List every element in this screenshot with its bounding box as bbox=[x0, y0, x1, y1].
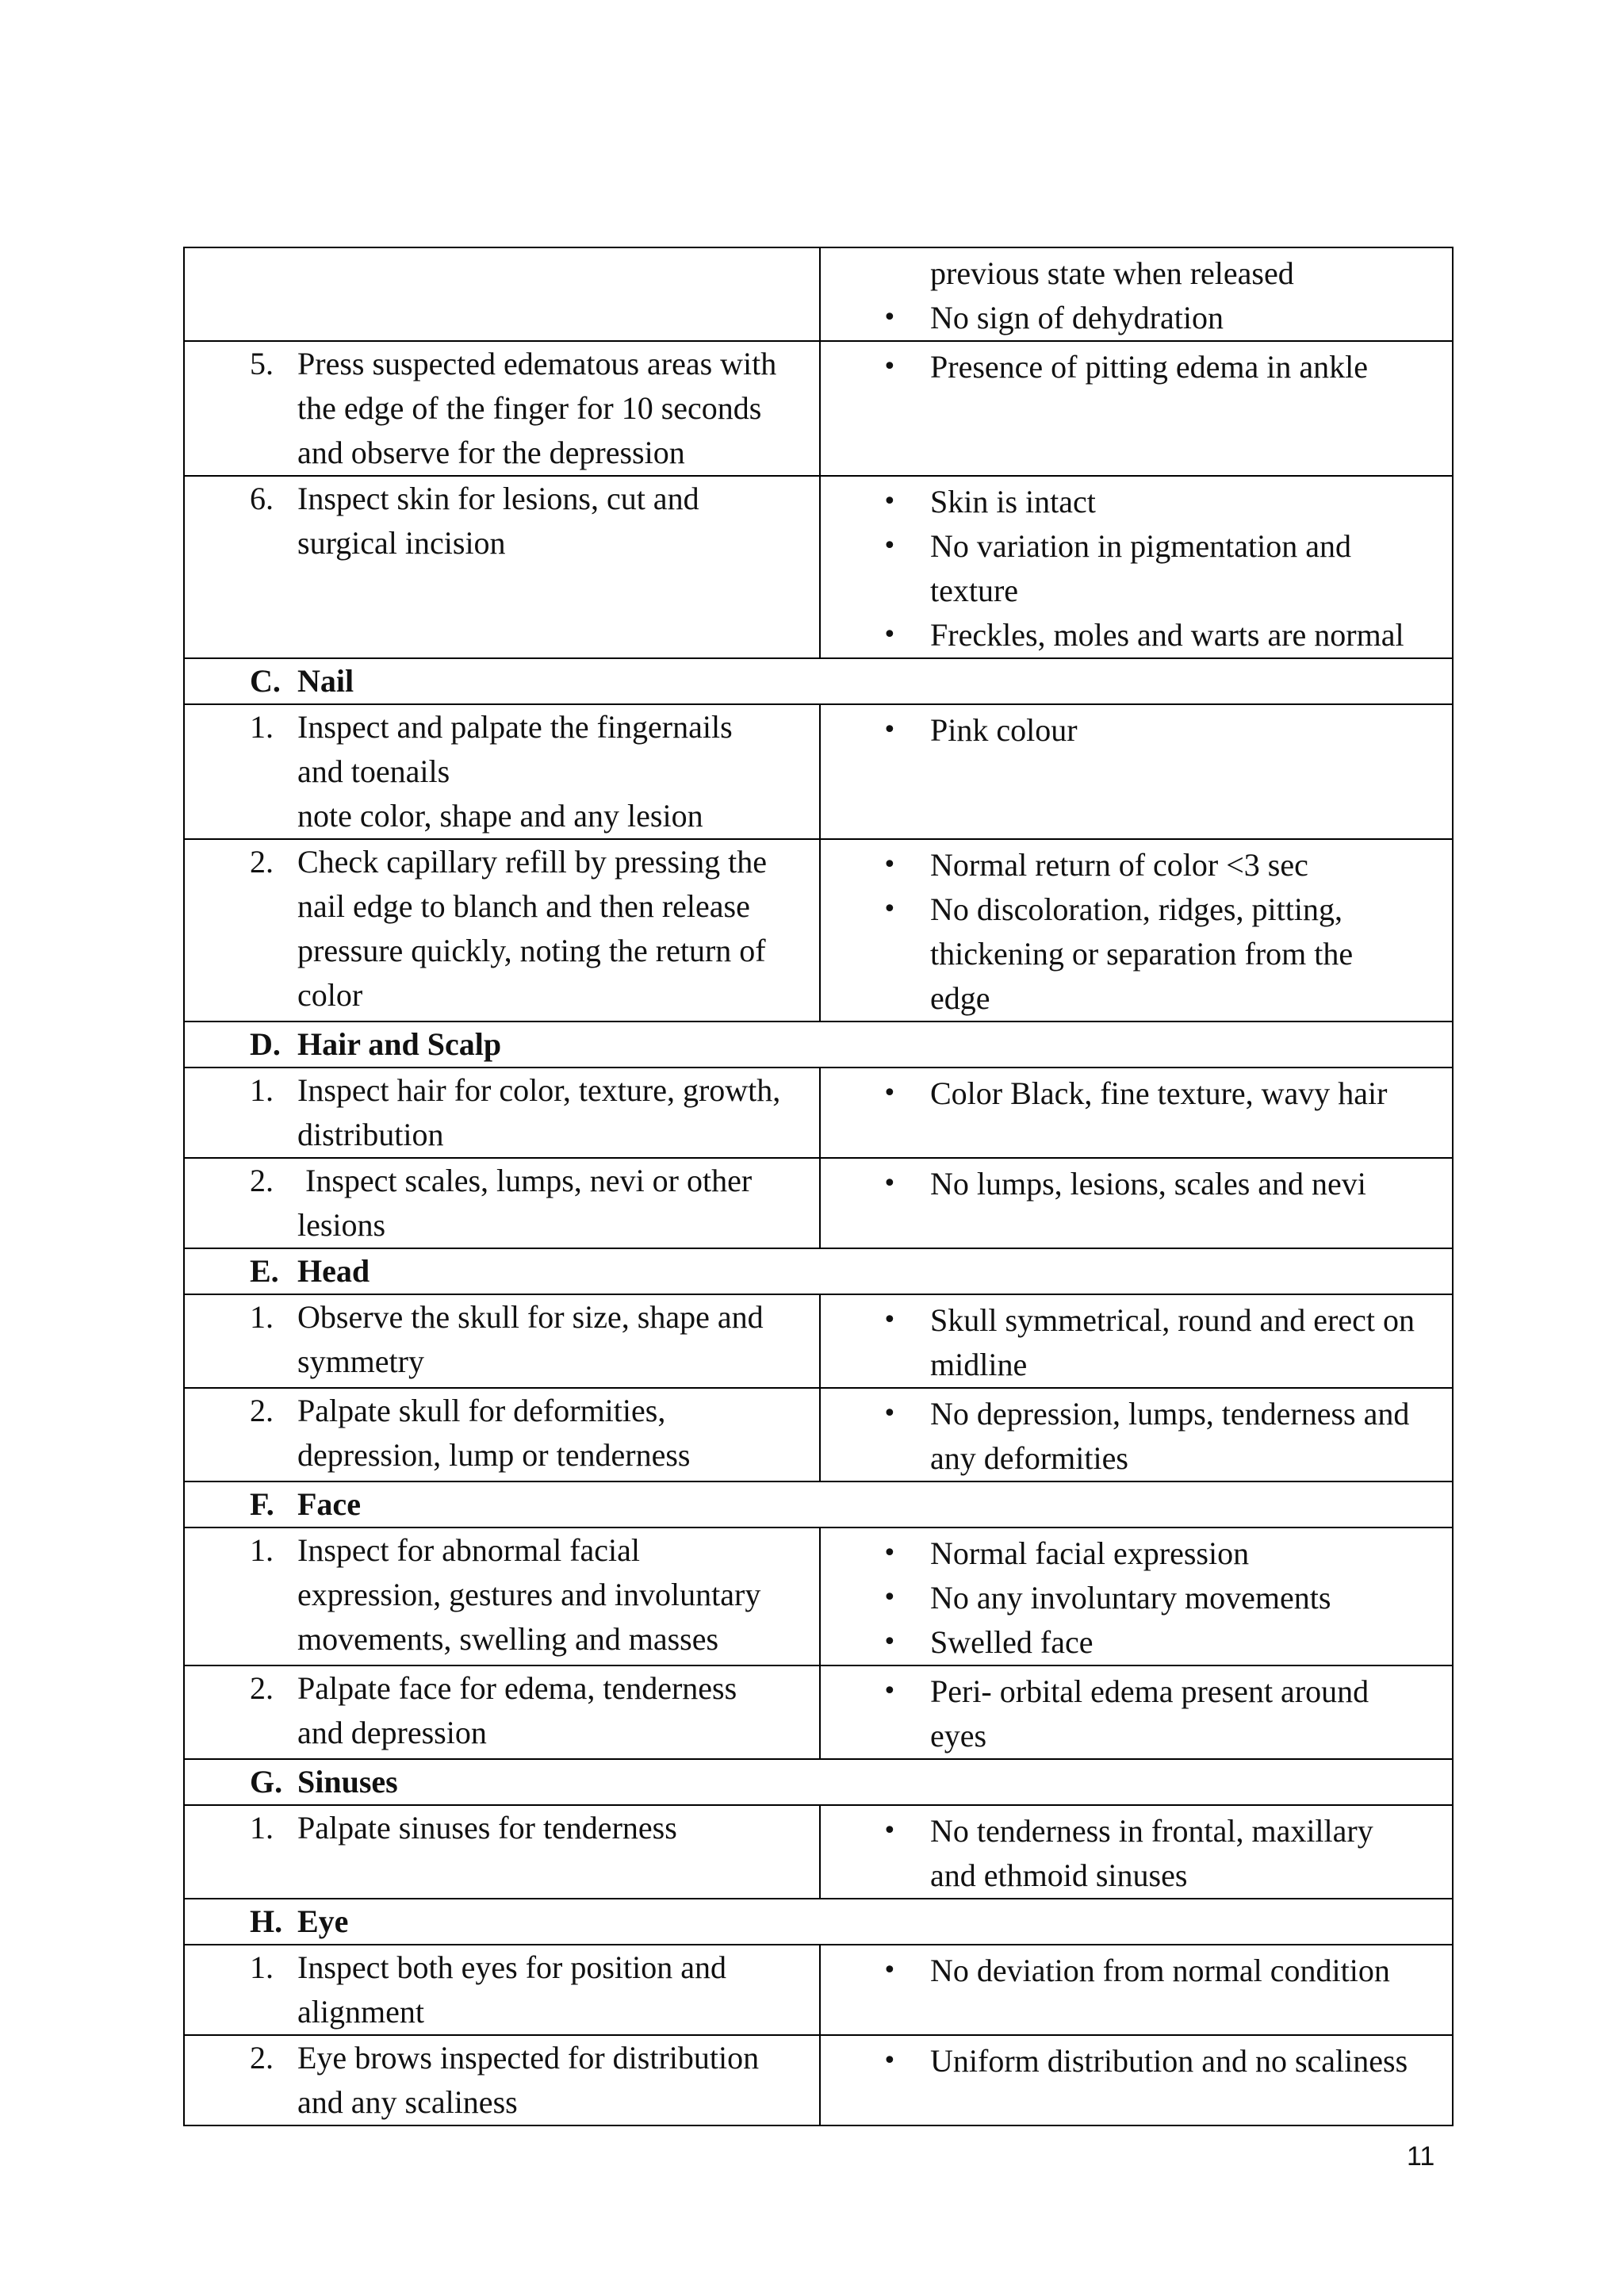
findings-cell bbox=[820, 2035, 1453, 2125]
findings-cell bbox=[820, 1294, 1453, 1388]
section-heading-cell bbox=[184, 1759, 1453, 1805]
procedure-step bbox=[185, 1806, 819, 1850]
table-row bbox=[184, 247, 1453, 341]
table-row bbox=[184, 1388, 1453, 1481]
finding-item bbox=[883, 1298, 1439, 1387]
procedure-cell bbox=[184, 476, 820, 658]
findings-list bbox=[821, 342, 1452, 389]
procedure-text bbox=[297, 1945, 803, 2034]
procedure-line: symmetry bbox=[297, 1343, 424, 1379]
findings-cell bbox=[820, 1158, 1453, 1248]
procedure-line: note color, shape and any lesion bbox=[297, 798, 703, 834]
finding-line: previous state when released bbox=[930, 255, 1294, 291]
table-row bbox=[184, 1527, 1453, 1665]
section-heading bbox=[185, 1482, 1452, 1527]
step-number: 1. bbox=[250, 1949, 274, 1985]
procedure-line: surgical incision bbox=[297, 525, 506, 561]
section-heading bbox=[185, 1249, 1452, 1294]
findings-cell bbox=[820, 1665, 1453, 1759]
finding-line: • No lumps, lesions, scales and nevi bbox=[930, 1166, 1366, 1202]
findings-cell bbox=[820, 341, 1453, 476]
finding-line: • No sign of dehydration bbox=[930, 300, 1224, 335]
finding-item bbox=[883, 2039, 1439, 2083]
finding-line: midline bbox=[930, 1347, 1028, 1382]
procedure-cell bbox=[184, 2035, 820, 2125]
section-heading-cell bbox=[184, 1248, 1453, 1294]
procedure-cell bbox=[184, 704, 820, 839]
step-number: 2. bbox=[250, 844, 274, 880]
procedure-text bbox=[297, 1068, 803, 1157]
procedure-text bbox=[297, 2036, 803, 2125]
section-title: Face bbox=[297, 1486, 361, 1522]
table-row bbox=[184, 839, 1453, 1022]
finding-line: • No tenderness in frontal, maxillary bbox=[930, 1813, 1373, 1849]
section-heading-row bbox=[184, 1759, 1453, 1805]
finding-item bbox=[883, 1949, 1439, 1993]
procedure-step bbox=[185, 1528, 819, 1662]
finding-item bbox=[883, 613, 1439, 657]
finding-line: • Normal return of color <3 sec bbox=[930, 847, 1308, 883]
procedure-cell bbox=[184, 1805, 820, 1899]
procedure-line: Inspect hair for color, texture, growth, bbox=[297, 1072, 781, 1108]
finding-item bbox=[883, 1531, 1439, 1576]
procedure-line: color bbox=[297, 977, 363, 1013]
procedure-line: distribution bbox=[297, 1117, 444, 1152]
step-number: 1. bbox=[250, 1810, 274, 1846]
procedure-text bbox=[297, 1806, 803, 1850]
procedure-line: and any scaliness bbox=[297, 2084, 518, 2120]
finding-line: • No deviation from normal condition bbox=[930, 1953, 1390, 1988]
procedure-text bbox=[297, 1528, 803, 1662]
section-heading-cell bbox=[184, 1899, 1453, 1945]
finding-item bbox=[883, 1620, 1439, 1665]
finding-item bbox=[883, 480, 1439, 524]
finding-item bbox=[883, 1669, 1439, 1758]
step-number: 1. bbox=[250, 1299, 274, 1335]
step-number: 2. bbox=[250, 1163, 274, 1198]
finding-item bbox=[883, 345, 1439, 389]
procedure-step bbox=[185, 1159, 819, 1248]
table-row bbox=[184, 1945, 1453, 2035]
finding-line: thickening or separation from the bbox=[930, 936, 1354, 972]
procedure-line: and depression bbox=[297, 1715, 487, 1750]
section-heading bbox=[185, 1022, 1452, 1067]
findings-list bbox=[821, 1666, 1452, 1758]
procedure-line: Inspect scales, lumps, nevi or other bbox=[297, 1163, 753, 1198]
section-heading-row bbox=[184, 1899, 1453, 1945]
section-heading-cell bbox=[184, 1481, 1453, 1527]
procedure-cell bbox=[184, 247, 820, 341]
findings-list bbox=[821, 1528, 1452, 1665]
section-letter: C. bbox=[250, 663, 281, 699]
step-number: 5. bbox=[250, 346, 274, 381]
findings-cell bbox=[820, 1945, 1453, 2035]
step-number: 1. bbox=[250, 1532, 274, 1568]
finding-item bbox=[883, 296, 1439, 340]
procedure-text bbox=[297, 1389, 803, 1478]
table-row bbox=[184, 1665, 1453, 1759]
section-letter: E. bbox=[250, 1253, 279, 1289]
section-heading-row bbox=[184, 658, 1453, 704]
section-title: Head bbox=[297, 1253, 370, 1289]
procedure-cell bbox=[184, 1068, 820, 1158]
section-letter: H. bbox=[250, 1903, 283, 1939]
procedure-cell bbox=[184, 1294, 820, 1388]
table-row bbox=[184, 1068, 1453, 1158]
finding-line: • Skull symmetrical, round and erect on bbox=[930, 1302, 1415, 1338]
finding-line: • No any involuntary movements bbox=[930, 1580, 1331, 1616]
finding-item bbox=[883, 887, 1439, 1021]
procedure-line: Palpate sinuses for tenderness bbox=[297, 1810, 677, 1846]
procedure-step bbox=[185, 1295, 819, 1384]
procedure-cell bbox=[184, 341, 820, 476]
procedure-line: lesions bbox=[297, 1207, 386, 1243]
section-heading-row bbox=[184, 1481, 1453, 1527]
section-heading-cell bbox=[184, 1022, 1453, 1068]
assessment-table-body bbox=[184, 247, 1453, 2125]
section-heading bbox=[185, 659, 1452, 703]
section-letter: F. bbox=[250, 1486, 274, 1522]
findings-list bbox=[821, 477, 1452, 657]
step-number: 1. bbox=[250, 1072, 274, 1108]
finding-line: • Skin is intact bbox=[930, 484, 1096, 519]
finding-line: • Color Black, fine texture, wavy hair bbox=[930, 1075, 1388, 1111]
findings-cell bbox=[820, 247, 1453, 341]
finding-item bbox=[883, 843, 1439, 887]
procedure-cell bbox=[184, 1527, 820, 1665]
procedure-line: the edge of the finger for 10 seconds bbox=[297, 390, 762, 426]
finding-line: • Peri- orbital edema present around bbox=[930, 1673, 1369, 1709]
table-row bbox=[184, 1158, 1453, 1248]
procedure-step bbox=[185, 477, 819, 565]
section-title: Sinuses bbox=[297, 1764, 398, 1800]
finding-line: and ethmoid sinuses bbox=[930, 1857, 1188, 1893]
procedure-step bbox=[185, 342, 819, 475]
section-letter: D. bbox=[250, 1026, 281, 1062]
procedure-text bbox=[297, 342, 803, 475]
finding-line: • No depression, lumps, tenderness and bbox=[930, 1396, 1410, 1432]
procedure-line: Inspect both eyes for position and bbox=[297, 1949, 726, 1985]
findings-list bbox=[821, 1806, 1452, 1898]
procedure-line: Press suspected edematous areas with bbox=[297, 346, 777, 381]
procedure-line: Eye brows inspected for distribution bbox=[297, 2040, 760, 2076]
findings-list bbox=[821, 705, 1452, 753]
findings-cell bbox=[820, 1068, 1453, 1158]
section-heading-row bbox=[184, 1248, 1453, 1294]
procedure-text bbox=[297, 1159, 803, 1248]
step-number: 1. bbox=[250, 709, 274, 745]
findings-cell bbox=[820, 476, 1453, 658]
procedure-line: Observe the skull for size, shape and bbox=[297, 1299, 764, 1335]
finding-item bbox=[883, 708, 1439, 753]
finding-line: • No discoloration, ridges, pitting, bbox=[930, 891, 1342, 927]
section-title: Hair and Scalp bbox=[297, 1026, 502, 1062]
procedure-line: Palpate face for edema, tenderness bbox=[297, 1670, 737, 1706]
findings-list bbox=[821, 1159, 1452, 1206]
procedure-line: pressure quickly, noting the return of bbox=[297, 933, 766, 968]
procedure-line: and observe for the depression bbox=[297, 435, 685, 470]
procedure-cell bbox=[184, 1158, 820, 1248]
procedure-text bbox=[297, 840, 803, 1018]
finding-line: • Pink colour bbox=[930, 712, 1078, 748]
finding-line: • No variation in pigmentation and bbox=[930, 528, 1351, 564]
procedure-text bbox=[297, 1295, 803, 1384]
findings-list bbox=[821, 1068, 1452, 1116]
finding-line: • Freckles, moles and warts are normal bbox=[930, 617, 1404, 653]
procedure-line: Inspect for abnormal facial bbox=[297, 1532, 641, 1568]
finding-line: eyes bbox=[930, 1718, 987, 1754]
procedure-step bbox=[185, 1666, 819, 1755]
findings-list bbox=[821, 1389, 1452, 1481]
procedure-line: depression, lump or tenderness bbox=[297, 1437, 691, 1473]
section-title: Nail bbox=[297, 663, 354, 699]
procedure-line: Check capillary refill by pressing the bbox=[297, 844, 768, 880]
procedure-line: movements, swelling and masses bbox=[297, 1621, 719, 1657]
table-row bbox=[184, 1294, 1453, 1388]
findings-list bbox=[821, 2036, 1452, 2083]
procedure-line: expression, gestures and involuntary bbox=[297, 1577, 761, 1612]
procedure-text bbox=[297, 477, 803, 565]
procedure-line: alignment bbox=[297, 1994, 424, 2030]
section-title: Eye bbox=[297, 1903, 349, 1939]
procedure-step bbox=[185, 1068, 819, 1157]
finding-continuation bbox=[883, 251, 1439, 296]
finding-item bbox=[883, 1576, 1439, 1620]
procedure-cell bbox=[184, 1665, 820, 1759]
findings-cell bbox=[820, 704, 1453, 839]
finding-item bbox=[883, 1162, 1439, 1206]
findings-list bbox=[821, 248, 1452, 340]
findings-list bbox=[821, 1295, 1452, 1387]
finding-line: • Swelled face bbox=[930, 1624, 1094, 1660]
step-number: 6. bbox=[250, 481, 274, 516]
procedure-line: and toenails bbox=[297, 753, 450, 789]
procedure-step bbox=[185, 1945, 819, 2034]
section-heading bbox=[185, 1760, 1452, 1804]
findings-cell bbox=[820, 1388, 1453, 1481]
finding-line: texture bbox=[930, 573, 1019, 608]
procedure-cell bbox=[184, 839, 820, 1022]
procedure-step bbox=[185, 2036, 819, 2125]
finding-item bbox=[883, 524, 1439, 613]
assessment-table bbox=[183, 247, 1454, 2126]
section-heading bbox=[185, 1899, 1452, 1944]
table-row bbox=[184, 704, 1453, 839]
step-number: 2. bbox=[250, 1670, 274, 1706]
findings-cell bbox=[820, 1805, 1453, 1899]
procedure-line: Palpate skull for deformities, bbox=[297, 1393, 666, 1428]
findings-cell bbox=[820, 1527, 1453, 1665]
procedure-step bbox=[185, 1389, 819, 1478]
section-heading-row bbox=[184, 1022, 1453, 1068]
procedure-text bbox=[297, 705, 803, 838]
table-row bbox=[184, 1805, 1453, 1899]
procedure-cell bbox=[184, 1945, 820, 2035]
procedure-step bbox=[185, 840, 819, 1018]
procedure-step bbox=[185, 705, 819, 838]
page-number: 11 bbox=[1407, 2141, 1435, 2171]
section-heading-cell bbox=[184, 658, 1453, 704]
findings-list bbox=[821, 1945, 1452, 1993]
findings-list bbox=[821, 840, 1452, 1021]
table-row bbox=[184, 341, 1453, 476]
step-number: 2. bbox=[250, 1393, 274, 1428]
procedure-line: Inspect and palpate the fingernails bbox=[297, 709, 733, 745]
finding-line: • Normal facial expression bbox=[930, 1535, 1250, 1571]
finding-item bbox=[883, 1809, 1439, 1898]
procedure-text bbox=[297, 1666, 803, 1755]
table-row bbox=[184, 2035, 1453, 2125]
finding-item bbox=[883, 1392, 1439, 1481]
procedure-line: Inspect skin for lesions, cut and bbox=[297, 481, 699, 516]
step-number: 2. bbox=[250, 2040, 274, 2076]
finding-item bbox=[883, 1071, 1439, 1116]
procedure-cell bbox=[184, 1388, 820, 1481]
section-letter: G. bbox=[250, 1764, 283, 1800]
procedure-line: nail edge to blanch and then release bbox=[297, 888, 750, 924]
finding-line: • Presence of pitting edema in ankle bbox=[930, 349, 1369, 385]
findings-cell bbox=[820, 839, 1453, 1022]
finding-line: any deformities bbox=[930, 1440, 1128, 1476]
table-row bbox=[184, 476, 1453, 658]
finding-line: edge bbox=[930, 980, 990, 1016]
finding-line: • Uniform distribution and no scaliness bbox=[930, 2043, 1408, 2079]
